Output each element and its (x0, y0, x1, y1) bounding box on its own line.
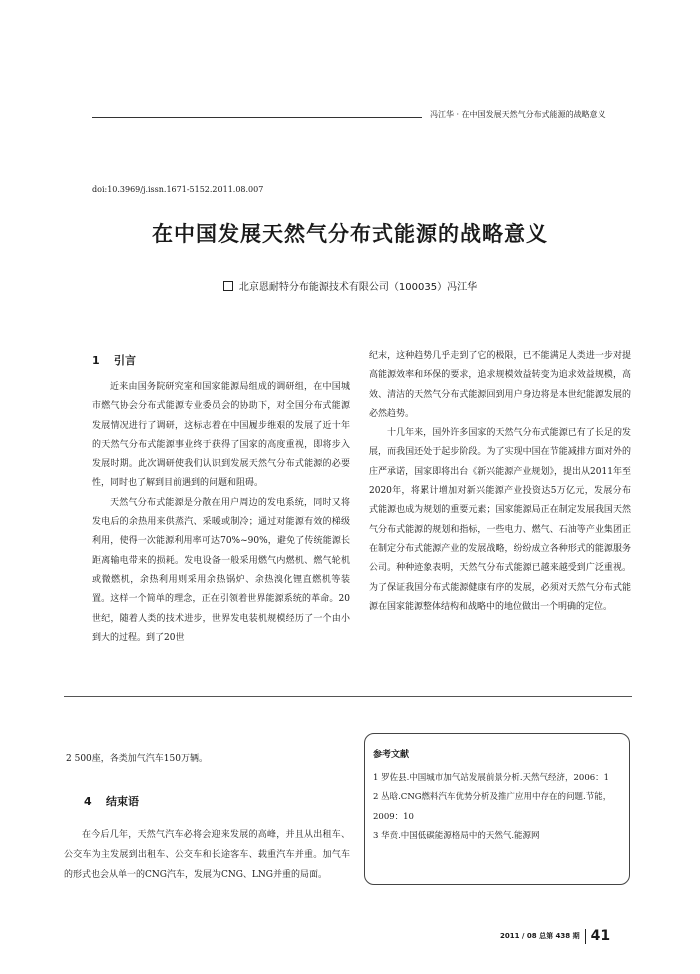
footer-separator (585, 929, 586, 944)
section-heading-intro (92, 352, 136, 368)
running-header: 冯江华 · 在中国发展天然气分布式能源的战略意义 (430, 110, 606, 119)
left-column (92, 378, 350, 648)
lower-left-text (66, 750, 356, 769)
references-title: 参考文献 (373, 750, 410, 760)
author-line (0, 278, 700, 293)
section-title: 结束语 (106, 795, 139, 808)
running-header-rule (92, 117, 422, 118)
doi: doi:10.3969/j.issn.1671-5152.2011.08.007 (92, 185, 264, 194)
paragraph: 纪末，这种趋势几乎走到了它的极限，已不能满足人类进一步对提高能源效率和环保的要求，追求规模效益转变为追求效益规模，高效、清洁的天然气分布式能源回到用户身边将是本世纪能源发展的必然趋势。 (369, 351, 631, 419)
reference-item: 3 华贲.中国低碳能源格局中的天然气.能源网 (373, 831, 540, 841)
paragraph: 近来由国务院研究室和国家能源局组成的调研组，在中国城市燃气协会分布式能源专业委员会的协助下，对全国分布式能源发展情况进行了调研，这标志着在中国履步维艰的发展了近十年的天然气分布式能源事业终于获得了国家的高度重视，即将步入发展时期。此次调研使我们认识到发展天然气分布式能源的必要性，同时也了解到目前遇到的问题和阻碍。 (92, 382, 350, 489)
section-heading-conclusion (84, 793, 139, 809)
reference-item: 1 罗佐县.中国城市加气站发展前景分析.天然气经济，2006：1 (373, 772, 610, 783)
issue-label: 2011 / 08 总第 438 期 (500, 932, 580, 940)
reference-item: 2 丛晗.CNG燃料汽车优势分析及推广应用中存在的问题.节能，2009：10 (373, 792, 612, 822)
section-number: 1 (92, 354, 100, 367)
paper-title: 在中国发展天然气分布式能源的战略意义 (152, 221, 548, 246)
section-title: 引言 (114, 354, 136, 367)
section-divider (64, 696, 632, 697)
page-number: 41 (590, 928, 611, 944)
references-box (364, 733, 630, 885)
page-footer (500, 928, 610, 944)
conclusion-body (64, 825, 350, 885)
section-number: 4 (84, 795, 92, 808)
paragraph: 天然气分布式能源是分散在用户周边的发电系统，同时又将发电后的余热用来供蒸汽、采暖或制冷；通过对能源有效的梯级利用，使得一次能源利用率可达70%~90%，避免了传统能源长距离输电带来的损耗。发电设备一般采用燃气内燃机、燃气轮机或微燃机，余热利用则采用余热锅炉、余热溴化锂直燃机等装置。这样一个简单的理念，正在引领着世界能源系统的革命。20世纪，随着人类的技术进步，世界发电装机规模经历了一个由小到大的过程。到了20世 (92, 497, 350, 643)
paragraph: 在今后几年，天然气汽车必将会迎来发展的高峰，并且从出租车、公交车为主发展到出租车、公交车和长途客车、载重汽车并重。加气车的形式也会从单一的CNG汽车，发展为CNG、LNG并重的局面。 (64, 830, 350, 880)
square-bullet-icon (223, 281, 233, 291)
paragraph: 十几年来，国外许多国家的天然气分布式能源已有了长足的发展，而我国还处于起步阶段。为了实现中国在节能减排方面对外的庄严承诺，国家即将出台《新兴能源产业规划》，提出从2011年至2020年，将累计增加对新兴能源产业投资达5万亿元，发展分布式能源也成为规划的重要元素；国家能源局正在制定发展我国天然气分布式能源的规划和指标，一些电力、燃气、石油等产业集团正在制定分布式能源产业的发展战略，纷纷成立各种形式的能源服务公司。种种迹象表明，天然气分布式能源已越来越受到广泛重视。为了保证我国分布式能源健康有序的发展，必须对天然气分布式能源在国家能源整体结构和战略中的地位做出一个明确的定位。 (369, 428, 631, 612)
right-column (369, 347, 631, 617)
author-text: 北京恩耐特分布能源技术有限公司（100035）冯江华 (238, 282, 478, 293)
paragraph: 2 500座，各类加气汽车150万辆。 (66, 754, 208, 764)
